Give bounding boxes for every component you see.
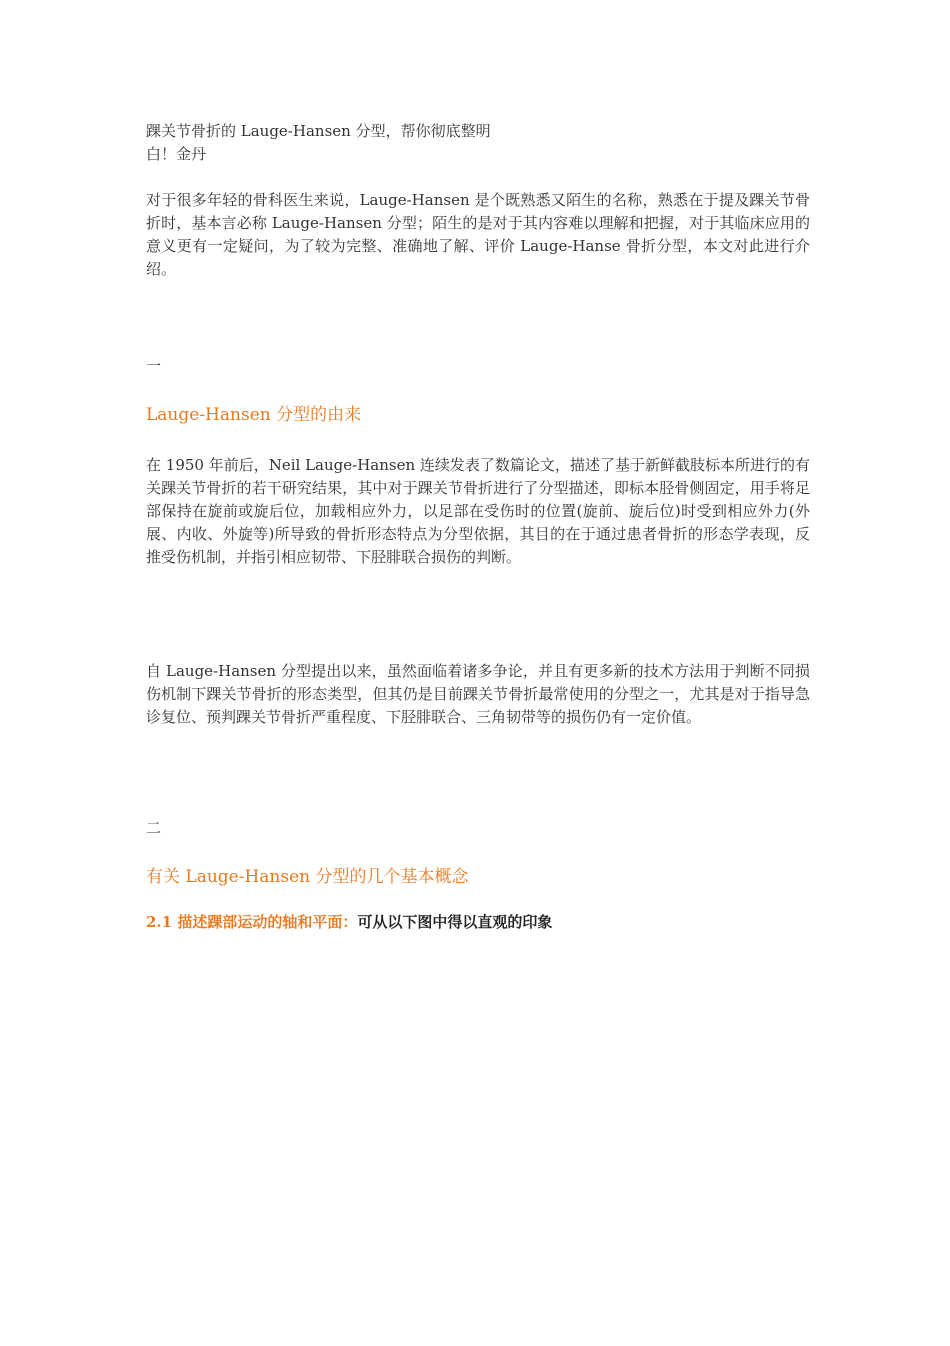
subsection-label: 2.1 描述踝部运动的轴和平面： <box>146 913 358 931</box>
section-heading-1: Lauge-Hansen 分型的由来 <box>146 405 362 425</box>
doc-title <box>146 120 810 166</box>
intro-paragraph: 对于很多年轻的骨科医生来说，Lauge-Hansen 是个既熟悉又陌生的名称，熟悉在于提及踝关节骨折时，基本言必称 Lauge-Hansen 分型；陌生的是对于其内容难以理解和把握，对于其临床应用的意义更有一定疑问，为了较为完整、准确地了解、评价 Lauge-Hanse 骨折分型，本文对此进行介绍。 <box>146 191 810 278</box>
section-number-2: 二 <box>146 819 162 837</box>
section1-paragraph-2: 自 Lauge-Hansen 分型提出以来，虽然面临着诸多争论，并且有更多新的技术方法用于判断不同损伤机制下踝关节骨折的形态类型，但其仍是目前踝关节骨折最常使用的分型之一，尤其是对于指导急诊复位、预判踝关节骨折严重程度、下胫腓联合、三角韧带等的损伤仍有一定价值。 <box>146 662 810 726</box>
section-heading-2: 有关 Lauge-Hansen 分型的几个基本概念 <box>146 867 469 887</box>
section1-paragraph-1: 在 1950 年前后，Neil Lauge-Hansen 连续发表了数篇论文，描述了基于新鲜截肢标本所进行的有关踝关节骨折的若干研究结果，其中对于踝关节骨折进行了分型描述，即标本胫骨侧固定，用手将足部保持在旋前或旋后位，加载相应外力，以足部在受伤时的位置(旋前、旋后位)时受到相应外力(外展、内收、外旋等)所导致的骨折形态特点为分型依据，其目的在于通过患者骨折的形态学表现，反推受伤机制，并指引相应韧带、下胫腓联合损伤的判断。 <box>146 456 810 566</box>
section-number-1: 一 <box>146 357 162 375</box>
author-line: 白！金丹 <box>146 145 207 163</box>
subsection-text: 可从以下图中得以直观的印象 <box>357 913 553 931</box>
subsection-heading-2-1 <box>146 911 810 934</box>
title-line-1: 踝关节骨折的 Lauge-Hansen 分型，帮你彻底整明 <box>146 122 491 140</box>
